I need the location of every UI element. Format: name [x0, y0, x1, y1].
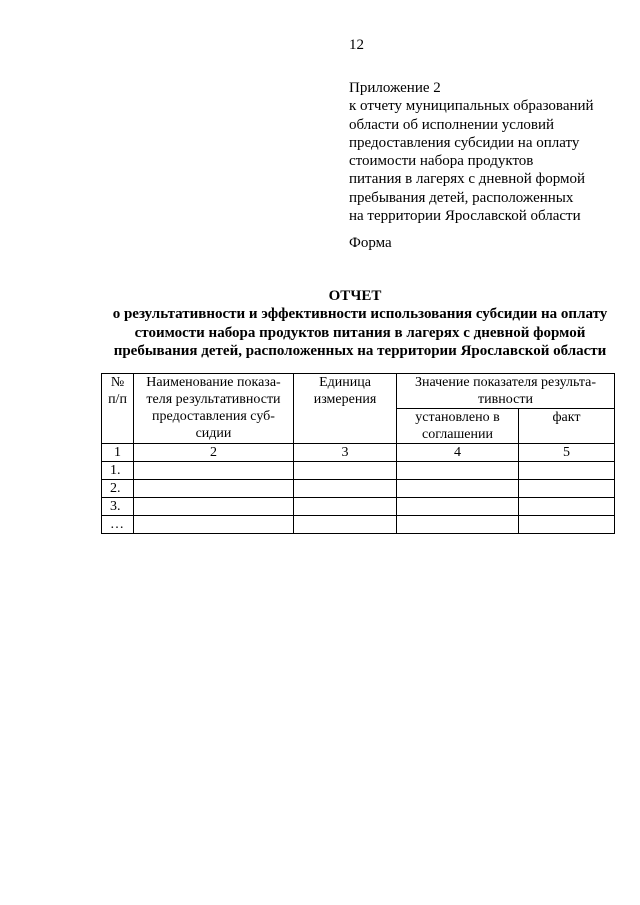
row-set-cell: [397, 498, 519, 516]
header-text: Значение показателя результа-: [414, 375, 597, 390]
header-text: соглашении: [422, 427, 493, 442]
header-unit-cell: [294, 374, 397, 444]
table-row: [102, 498, 615, 516]
row-set-cell: [397, 516, 519, 534]
header-text: тивности: [478, 392, 533, 407]
header-text: факт: [552, 410, 581, 425]
appendix-line: Приложение 2: [349, 80, 441, 96]
column-number-cell: 2: [134, 444, 294, 462]
header-value-cell: [397, 374, 615, 409]
report-subtitle: [90, 305, 630, 361]
header-text: Наименование показа-: [146, 375, 281, 390]
table-row: [102, 462, 615, 480]
column-number-cell: 3: [294, 444, 397, 462]
row-fact-cell: [519, 480, 615, 498]
report-title: ОТЧЕТ: [328, 288, 382, 304]
row-unit-cell: [294, 480, 397, 498]
header-text: теля результативности: [146, 392, 281, 407]
table-row: [102, 480, 615, 498]
table-row: [102, 516, 615, 534]
row-name-cell: [134, 516, 294, 534]
row-unit-cell: [294, 516, 397, 534]
row-num-cell: 1.: [102, 462, 134, 480]
row-unit-cell: [294, 462, 397, 480]
table-header-row: [102, 374, 615, 409]
report-subtitle-line: о результативности и эффективности использования субсидии на оплату: [112, 306, 608, 322]
row-name-cell: [134, 480, 294, 498]
appendix-line: питания в лагерях с дневной формой: [349, 171, 586, 188]
row-unit-cell: [294, 498, 397, 516]
header-text: предоставления суб-: [152, 409, 275, 424]
appendix-line: к отчету муниципальных образований: [349, 98, 594, 115]
row-fact-cell: [519, 462, 615, 480]
column-number-cell: 1: [102, 444, 134, 462]
report-subtitle-line: пребывания детей, расположенных на территории Ярославской области: [113, 343, 607, 359]
row-set-cell: [397, 462, 519, 480]
row-set-cell: [397, 480, 519, 498]
header-text: Единица: [319, 375, 371, 390]
appendix-line: на территории Ярославской области: [349, 208, 581, 225]
header-set-cell: [397, 409, 519, 444]
row-fact-cell: [519, 498, 615, 516]
appendix-line: предоставления субсидии на оплату: [349, 134, 580, 151]
column-number-row: [102, 444, 615, 462]
header-text: №: [110, 375, 125, 390]
report-table: [101, 373, 615, 534]
header-text: п/п: [108, 392, 127, 407]
page-number: 12: [349, 37, 364, 53]
row-name-cell: [134, 498, 294, 516]
header-text: сидии: [195, 426, 232, 441]
appendix-line: пребывания детей, расположенных: [349, 189, 574, 206]
header-text: установлено в: [415, 410, 500, 425]
row-fact-cell: [519, 516, 615, 534]
report-subtitle-line: стоимости набора продуктов питания в лагерях с дневной формой: [134, 324, 586, 341]
form-label: Форма: [349, 235, 392, 251]
header-fact-cell: [519, 409, 615, 444]
appendix-line: области об исполнении условий: [349, 116, 555, 133]
row-name-cell: [134, 462, 294, 480]
row-num-cell: 2.: [102, 480, 134, 498]
appendix-line: стоимости набора продуктов: [349, 153, 534, 170]
column-number-cell: 4: [397, 444, 519, 462]
row-num-cell: 3.: [102, 498, 134, 516]
header-num-cell: [102, 374, 134, 444]
column-number-cell: 5: [519, 444, 615, 462]
header-name-cell: [134, 374, 294, 444]
appendix-caption: [349, 79, 629, 225]
row-num-cell: …: [102, 516, 134, 534]
header-text: измерения: [313, 392, 377, 407]
